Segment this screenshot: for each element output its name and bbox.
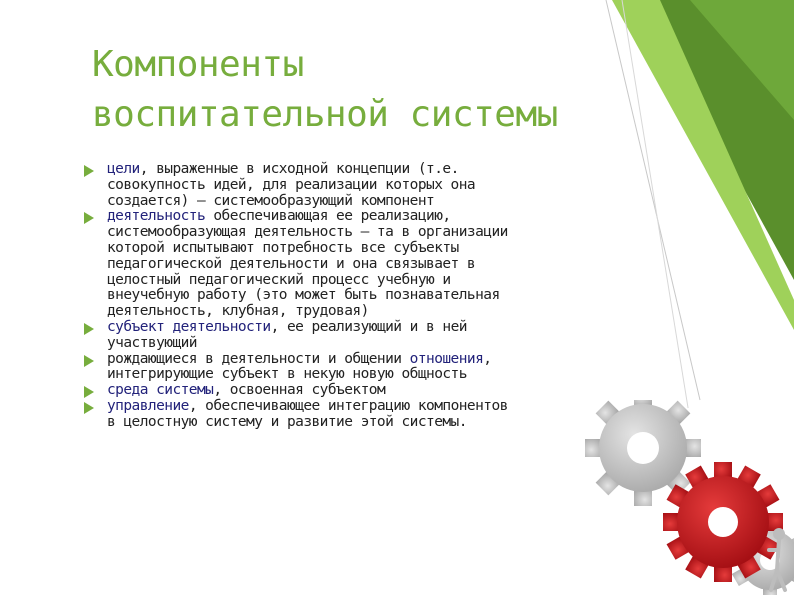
bullet-line: которой испытывают потребность все субъекты	[107, 239, 459, 256]
triangle-right-icon	[84, 402, 94, 414]
bullet-item	[84, 320, 619, 352]
gears-icon	[565, 400, 794, 595]
bullet-line	[107, 320, 619, 336]
bullet-text: , освоенная субъектом	[213, 382, 386, 399]
bullet-item	[84, 383, 619, 399]
triangle-right-icon	[84, 386, 94, 398]
title-line-2: воспитательной системы	[92, 94, 558, 135]
bullet-text: , ее реализующий и в ней	[270, 318, 467, 335]
bullet-list	[84, 162, 619, 431]
slide-title	[92, 40, 652, 140]
bullet-line: внеучебную работу (это может быть познавательная	[107, 287, 500, 304]
title-line-1: Компоненты	[92, 44, 304, 85]
bullet-line	[107, 352, 619, 368]
triangle-right-icon	[84, 355, 94, 367]
bullet-keyword: субъект деятельности	[107, 318, 271, 335]
triangle-right-icon	[84, 165, 94, 177]
bullet-text: ,	[483, 350, 492, 367]
bullet-line: целостный педагогический процесс учебную и	[107, 271, 451, 288]
bullet-item	[84, 352, 619, 384]
bullet-line: интегрирующие субъект в некую новую общность	[107, 366, 467, 383]
bullet-keyword: управление	[107, 397, 189, 414]
bullet-line: в целостную систему и развитие этой системы.	[107, 413, 467, 430]
bullet-text: обеспечивающая ее реализацию,	[205, 208, 451, 225]
bullet-item	[84, 399, 619, 431]
bullet-line	[107, 162, 619, 178]
bullet-line: совокупность идей, для реализации которых она	[107, 176, 476, 193]
bullet-line	[107, 399, 619, 415]
triangle-right-icon	[84, 323, 94, 335]
bullet-line: участвующий	[107, 334, 197, 351]
bullet-line: педагогической деятельности и она связывает в	[107, 255, 476, 272]
bullet-keyword: отношения	[409, 350, 484, 367]
bullet-line	[107, 209, 619, 225]
bullet-keyword: среда системы	[107, 382, 214, 399]
bullet-keyword: цели	[107, 161, 140, 177]
bullet-text: , выраженные в исходной концепции (т.е.	[139, 161, 459, 177]
triangle-right-icon	[84, 212, 94, 224]
bullet-line: деятельность, клубная, трудовая)	[107, 303, 369, 320]
bullet-keyword: деятельность	[107, 208, 206, 225]
bullet-text: рождающиеся в деятельности и общении	[107, 350, 410, 367]
bullet-item	[84, 209, 619, 320]
bullet-line	[107, 383, 619, 399]
bullet-item	[84, 162, 619, 209]
bullet-line: создается) – системообразующий компонент	[107, 192, 435, 209]
bullet-line: системообразующая деятельность – та в организации	[107, 224, 508, 241]
bullet-text: , обеспечивающее интеграцию компонентов	[188, 397, 508, 414]
